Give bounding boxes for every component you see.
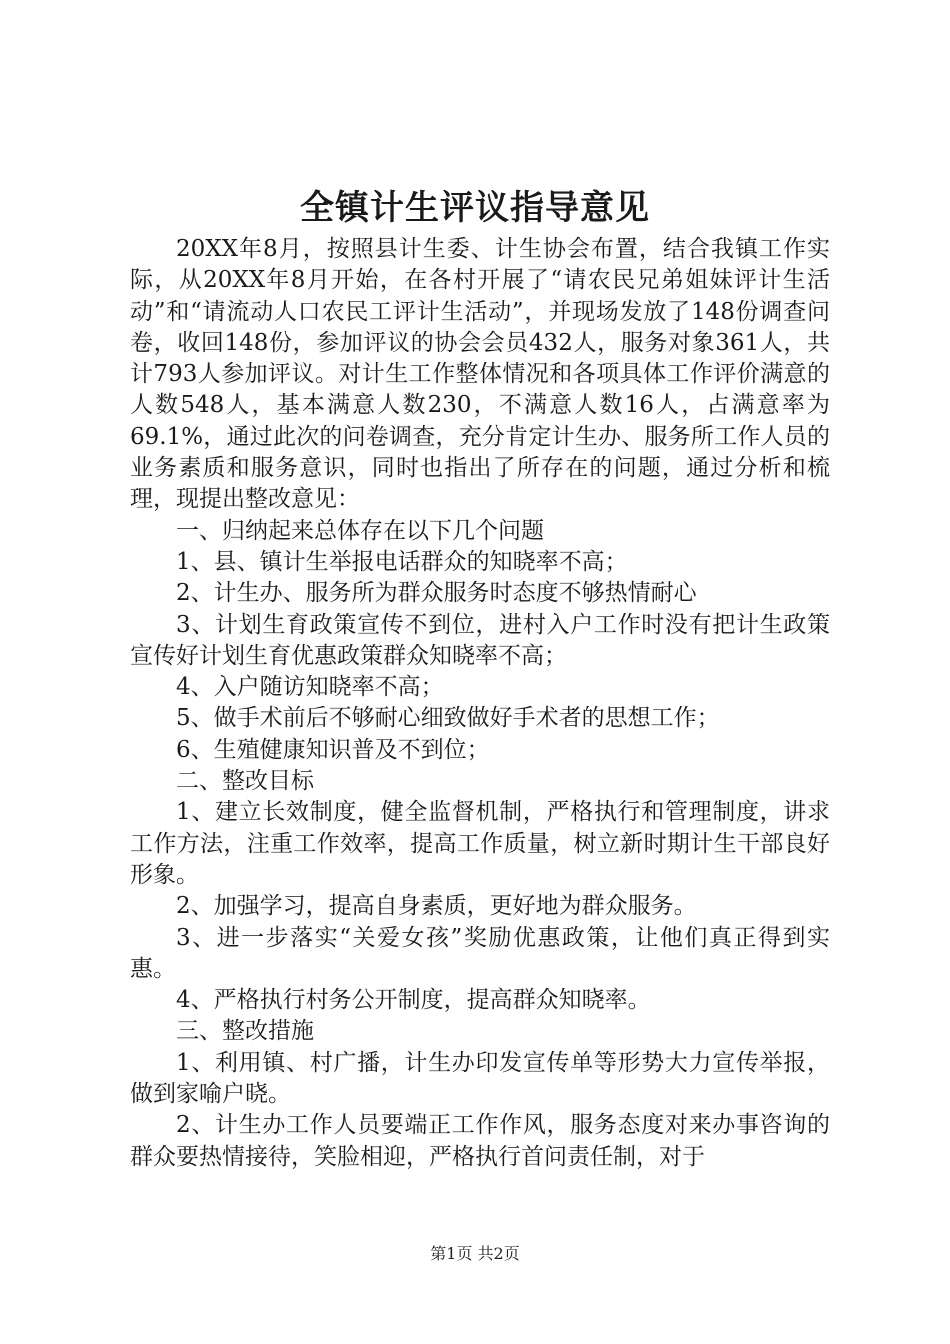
- section-heading-measures: 三、整改措施: [176, 1018, 314, 1045]
- problem-item-5: 5、做手术前后不够耐心细致做好手术者的思想工作；: [176, 705, 720, 732]
- goal-item-3: 3、进一步落实“关爱女孩”奖励优惠政策，让他们真正得到实惠。: [130, 924, 830, 982]
- goal-item-2: 2、加强学习，提高自身素质，更好地为群众服务。: [176, 893, 697, 920]
- measure-item-1: 1、利用镇、村广播，计生办印发宣传单等形势大力宣传举报，做到家喻户晓。: [130, 1049, 830, 1108]
- document-body: [130, 234, 830, 1173]
- goal-item-4: 4、严格执行村务公开制度，提高群众知晓率。: [176, 987, 651, 1014]
- problem-item-4: 4、入户随访知晓率不高；: [176, 674, 444, 701]
- intro-paragraph: 20XX年8月，按照县计生委、计生协会布置，结合我镇工作实际，从20XX年8月开始，在各村开展了“请农民兄弟姐妹评计生活动”和“请流动人口农民工评计生活动”，并现场发放了148份调查问卷，收回148份，参加评议的协会会员432人，服务对象361人，共计793人参加评议。对计生工作整体情况和各项具体工作评价满意的人数548人，基本满意人数230，不满意人数16人，占满意率为69.1%，通过此次的问卷调查，充分肯定计生办、服务所工作人员的业务素质和服务意识，同时也指出了所存在的问题，通过分析和梳理，现提出整改意见：: [130, 236, 830, 513]
- goal-item-1: 1、建立长效制度，健全监督机制，严格执行和管理制度，讲求工作方法，注重工作效率，提高工作质量，树立新时期计生干部良好形象。: [130, 799, 830, 888]
- measure-item-2: 2、计生办工作人员要端正工作作风，服务态度对来办事咨询的群众要热情接待，笑脸相迎，严格执行首问责任制，对于: [130, 1112, 830, 1170]
- section-heading-problems: 一、归纳起来总体存在以下几个问题: [176, 517, 544, 544]
- document-title: 全镇计生评议指导意见: [300, 188, 650, 228]
- problem-item-2: 2、计生办、服务所为群众服务时态度不够热情耐心: [176, 580, 697, 607]
- problem-item-3: 3、计划生育政策宣传不到位，进村入户工作时没有把计生政策宣传好计划生育优惠政策群众知晓率不高；: [130, 611, 830, 669]
- problem-item-6: 6、生殖健康知识普及不到位；: [176, 736, 490, 763]
- section-heading-goals: 二、整改目标: [176, 768, 314, 795]
- problem-item-1: 1、县、镇计生举报电话群众的知晓率不高；: [176, 548, 628, 575]
- page-number-footer: 第1页 共2页: [430, 1244, 520, 1263]
